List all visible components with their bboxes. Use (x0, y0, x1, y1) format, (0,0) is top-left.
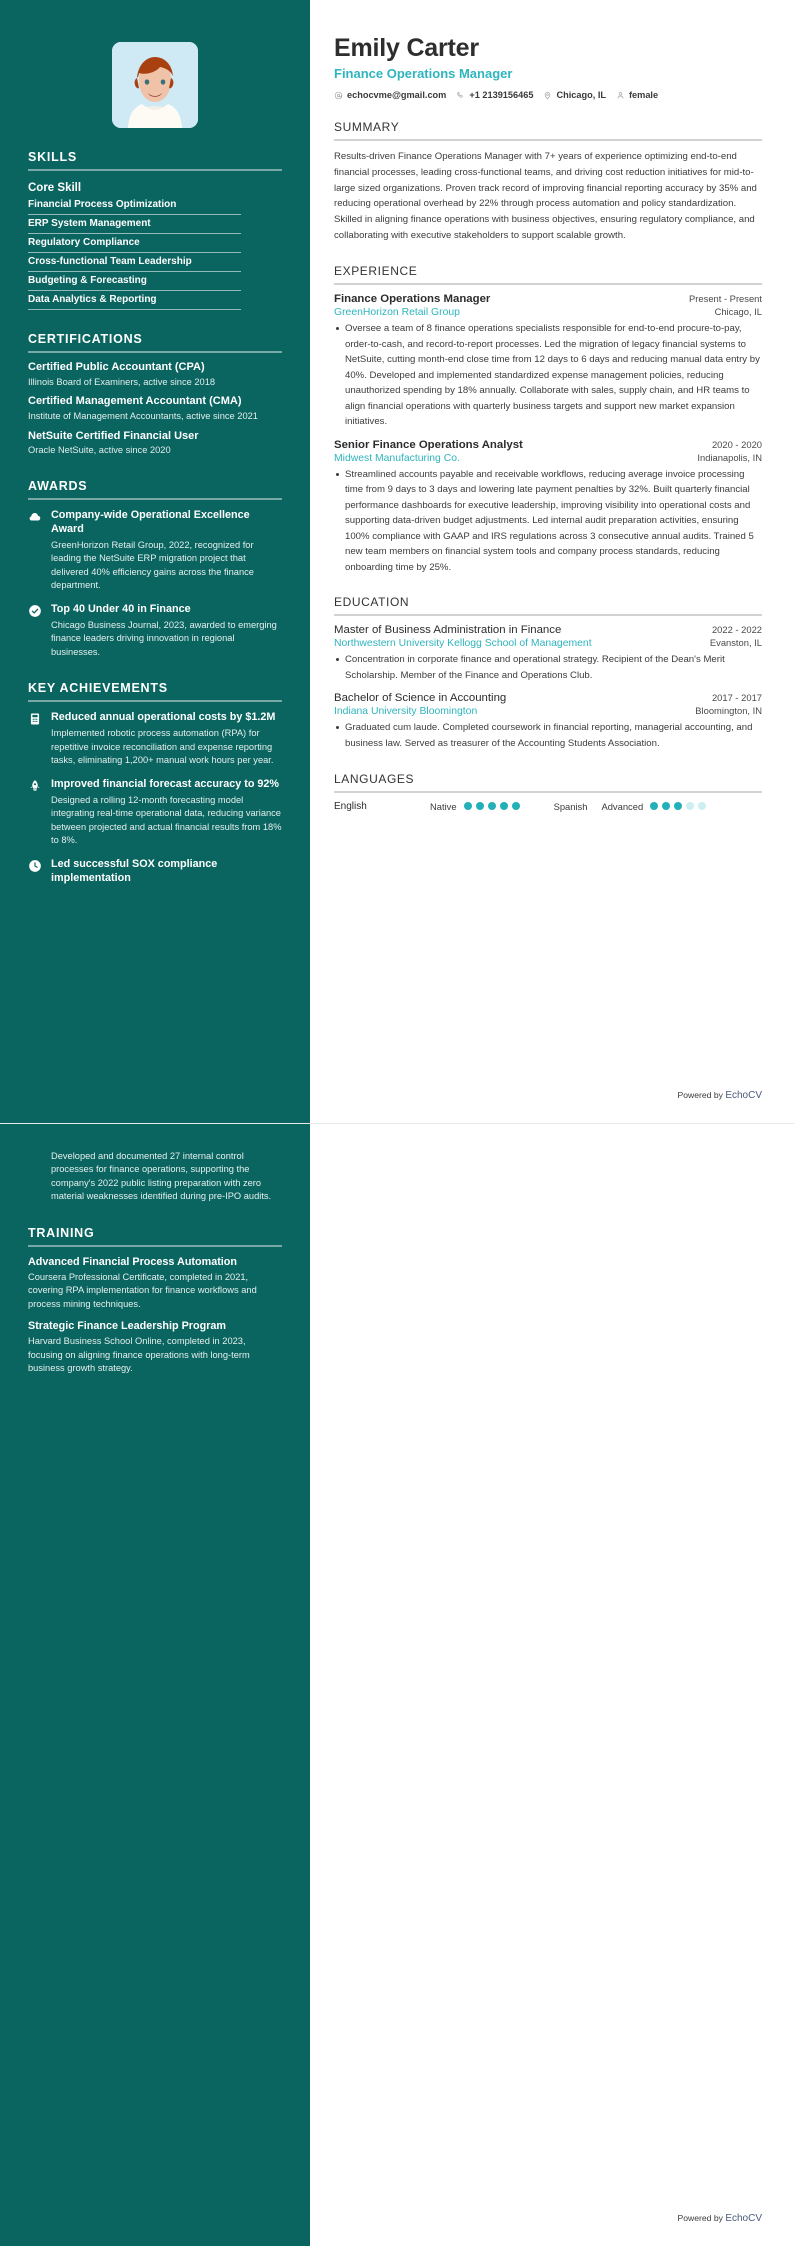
skill-item: Budgeting & Forecasting (28, 275, 147, 286)
experience-bullets (334, 321, 762, 430)
training-title: Advanced Financial Process Automation (28, 1255, 237, 1268)
skill-item: Financial Process Optimization (28, 199, 177, 210)
divider (334, 614, 762, 616)
sidebar (0, 0, 310, 1123)
certification-title: Certified Public Accountant (CPA) (28, 361, 205, 373)
experience-dates: Present - Present (689, 292, 762, 304)
language-name: Spanish (553, 800, 588, 812)
powered-by-footer (678, 2213, 762, 2224)
phone-icon (456, 91, 465, 100)
brand-name: EchoCV (725, 1090, 762, 1101)
language-item (554, 801, 707, 812)
education-entry (334, 692, 762, 751)
award-title: Company-wide Operational Excellence Award (51, 508, 250, 535)
divider (28, 1245, 282, 1247)
contact-bar (334, 90, 762, 100)
certification-item (28, 361, 282, 388)
clock-icon (28, 859, 42, 873)
main-content-continued (310, 1124, 794, 2246)
training-description: Coursera Professional Certificate, completed in 2021, covering RPA implementation for finance workflows and process mining techniques. (28, 1271, 257, 1309)
avatar-wrap (28, 0, 282, 128)
training-description: Harvard Business School Online, completed in 2023, focusing on aligning finance operations with long-term business growth strategy. (28, 1336, 250, 1374)
divider (28, 700, 282, 702)
contact-email-value: echocvme@gmail.com (347, 90, 447, 100)
skill-item: Cross-functional Team Leadership (28, 256, 192, 267)
achievement-item-continued (28, 1150, 282, 1204)
powered-by-footer (678, 1090, 762, 1101)
skill-item: ERP System Management (28, 218, 151, 229)
certification-item (28, 395, 282, 422)
sidebar-heading-training: TRAINING (28, 1225, 95, 1240)
achievement-description: Designed a rolling 12-month forecasting model integrating real-time operational data, reducing variance between projected and actual financial results from 18% to 8%. (51, 794, 282, 846)
achievement-title: Improved financial forecast accuracy to 92% (51, 777, 280, 790)
language-level: Advanced (601, 800, 644, 812)
portrait-photo (112, 42, 198, 128)
contact-location[interactable] (543, 90, 606, 100)
section-heading-experience: EXPERIENCE (334, 263, 418, 278)
divider (334, 283, 762, 285)
training-item (28, 1319, 282, 1375)
summary-text: Results-driven Finance Operations Manager with 7+ years of experience optimizing end-to-end financial processes, leading cross-functional teams, and driving cost reduction initiatives for mid-to-large sized organizations. Proven track record of improving financial reporting accuracy by 35% and reducing operational overhead by 22% through process automation and policy standardization. Skilled in aligning finance operations with business objectives, ensuring regulatory compliance, and collaborating with executive stakeholders to support scalable growth. (334, 151, 757, 242)
certification-title: NetSuite Certified Financial User (28, 429, 199, 442)
language-item (334, 801, 520, 812)
education-degree: Master of Business Administration in Finance (334, 624, 562, 637)
experience-location: Chicago, IL (714, 305, 762, 317)
location-icon (543, 91, 552, 100)
achievement-item (28, 710, 282, 767)
experience-bullets (334, 467, 762, 576)
achievement-description: Implemented robotic process automation (RPA) for repetitive invoice reconciliation and expense reporting tasks, eliminating 1,200+ manual work hours per year. (51, 728, 274, 766)
list-item: Streamlined accounts payable and receivable workflows, reducing average invoice processing time from 9 days to 3 days and lowering late payment penalties by 32%. Built quarterly financial performance dashboards for executive leadership, improving visibility into operational costs and supporting data-driven budget adjustments. Led internal audit preparation activities, ensuring 100% compliance with GAAP and IRS regulations across 3 consecutive annual audits. Trained 5 new team members on financial system tools and company process standards, reducing onboarding time by 25%. (334, 467, 762, 576)
sidebar-continued (0, 1124, 310, 2246)
education-bullets (334, 652, 762, 683)
sidebar-heading-key-achievements: KEY ACHIEVEMENTS (28, 681, 168, 696)
education-dates: 2017 - 2017 (711, 692, 762, 704)
education-school: Indiana University Bloomington (334, 706, 478, 718)
training-item (28, 1255, 282, 1311)
achievement-item (28, 777, 282, 848)
award-description: Chicago Business Journal, 2023, awarded to emerging finance leaders driving innovation in regional businesses. (51, 619, 277, 657)
contact-email[interactable] (334, 90, 446, 100)
resume-page-2 (0, 1123, 794, 2246)
experience-title: Senior Finance Operations Analyst (334, 438, 523, 451)
cloud-icon (28, 510, 42, 524)
rocket-icon (28, 779, 42, 793)
award-item (28, 602, 282, 659)
education-location: Bloomington, IN (695, 705, 762, 717)
list-item: Graduated cum laude. Completed coursework in financial reporting, managerial accounting, and business law. Served as treasurer of the Accounting Students Association. (334, 720, 762, 751)
section-heading-education: EDUCATION (334, 595, 410, 610)
skills-core-label: Core Skill (28, 182, 82, 194)
powered-prefix: Powered by (677, 1090, 726, 1100)
certification-subtitle: Institute of Management Accountants, active since 2021 (28, 411, 258, 422)
training-title: Strategic Finance Leadership Program (28, 1320, 227, 1333)
skill-item: Regulatory Compliance (28, 237, 140, 248)
achievement-item (28, 857, 282, 885)
avatar (112, 42, 198, 128)
divider (28, 498, 282, 500)
award-description: GreenHorizon Retail Group, 2022, recognized for leading the NetSuite ERP migration project that delivered 40% efficiency gains across the finance department. (51, 539, 254, 591)
calculator-icon (28, 712, 42, 726)
page-title: Emily Carter (334, 34, 479, 62)
divider (28, 351, 282, 353)
contact-gender-value: female (628, 90, 659, 100)
divider (334, 791, 762, 793)
achievement-title: Reduced annual operational costs by $1.2M (51, 711, 276, 724)
education-location: Evanston, IL (709, 637, 762, 649)
experience-location: Indianapolis, IN (697, 451, 762, 463)
education-school: Northwestern University Kellogg School of Management (334, 638, 592, 650)
list-item: Oversee a team of 8 finance operations specialists responsible for end-to-end procure-to-pay, order-to-cash, and record-to-report processes. Led the migration of legacy financial systems to NetSuite, cutting month-end close time from 12 days to 6 days and reducing manual data entry by 40%. Developed and implemented standardized expense management policies, reducing unauthorized spending by 18% annually. Collaborate with sales, supply chain, and HR teams to align financial operations with quarterly business targets and support new market expansion initiatives. (334, 321, 762, 430)
certification-item (28, 430, 282, 457)
language-rating-dots (650, 802, 706, 810)
divider (28, 169, 282, 171)
certification-subtitle: Illinois Board of Examiners, active since 2018 (28, 376, 216, 387)
sidebar-heading-awards: AWARDS (28, 478, 88, 493)
divider (334, 139, 762, 141)
education-degree: Bachelor of Science in Accounting (334, 692, 507, 705)
powered-prefix: Powered by (677, 2213, 726, 2223)
section-heading-summary: SUMMARY (334, 120, 400, 134)
sidebar-heading-skills: SKILLS (28, 150, 77, 164)
section-heading-languages: LANGUAGES (334, 771, 415, 786)
experience-title: Finance Operations Manager (334, 292, 491, 305)
education-entry (334, 624, 762, 683)
contact-phone[interactable] (456, 90, 533, 100)
check-circle-icon (28, 604, 42, 618)
experience-organization: GreenHorizon Retail Group (334, 306, 460, 318)
sidebar-heading-certifications: CERTIFICATIONS (28, 332, 143, 346)
experience-dates: 2020 - 2020 (711, 438, 762, 450)
contact-gender (616, 90, 658, 100)
language-name: English (334, 800, 367, 812)
achievement-description: Developed and documented 27 internal control processes for finance operations, supporting the company's 2022 public listing preparation with zero material weaknesses identified during pre-IPO audits. (51, 1151, 272, 1202)
experience-entry (334, 439, 762, 576)
languages-row (334, 801, 762, 812)
main-content (310, 0, 794, 1123)
divider (28, 309, 241, 310)
email-icon (334, 91, 343, 100)
experience-organization: Midwest Manufacturing Co. (334, 452, 460, 464)
contact-location-value: Chicago, IL (556, 90, 606, 100)
experience-entry (334, 293, 762, 430)
education-dates: 2022 - 2022 (711, 624, 762, 636)
award-title: Top 40 Under 40 in Finance (51, 602, 191, 615)
language-rating-dots (464, 802, 520, 810)
skill-item: Data Analytics & Reporting (28, 294, 157, 305)
certification-title: Certified Management Accountant (CMA) (28, 395, 242, 408)
person-icon (616, 91, 625, 100)
list-item: Concentration in corporate finance and operational strategy. Recipient of the Dean's Merit Scholarship. Member of the Finance and Operations Club. (334, 652, 762, 683)
language-level: Native (430, 800, 457, 812)
award-item (28, 508, 282, 593)
education-bullets (334, 720, 762, 751)
achievement-title: Led successful SOX compliance implementation (51, 857, 218, 884)
job-title: Finance Operations Manager (334, 66, 513, 81)
brand-name: EchoCV (725, 2213, 762, 2224)
certification-subtitle: Oracle NetSuite, active since 2020 (28, 445, 171, 456)
contact-phone-value: +1 2139156465 (469, 90, 534, 100)
